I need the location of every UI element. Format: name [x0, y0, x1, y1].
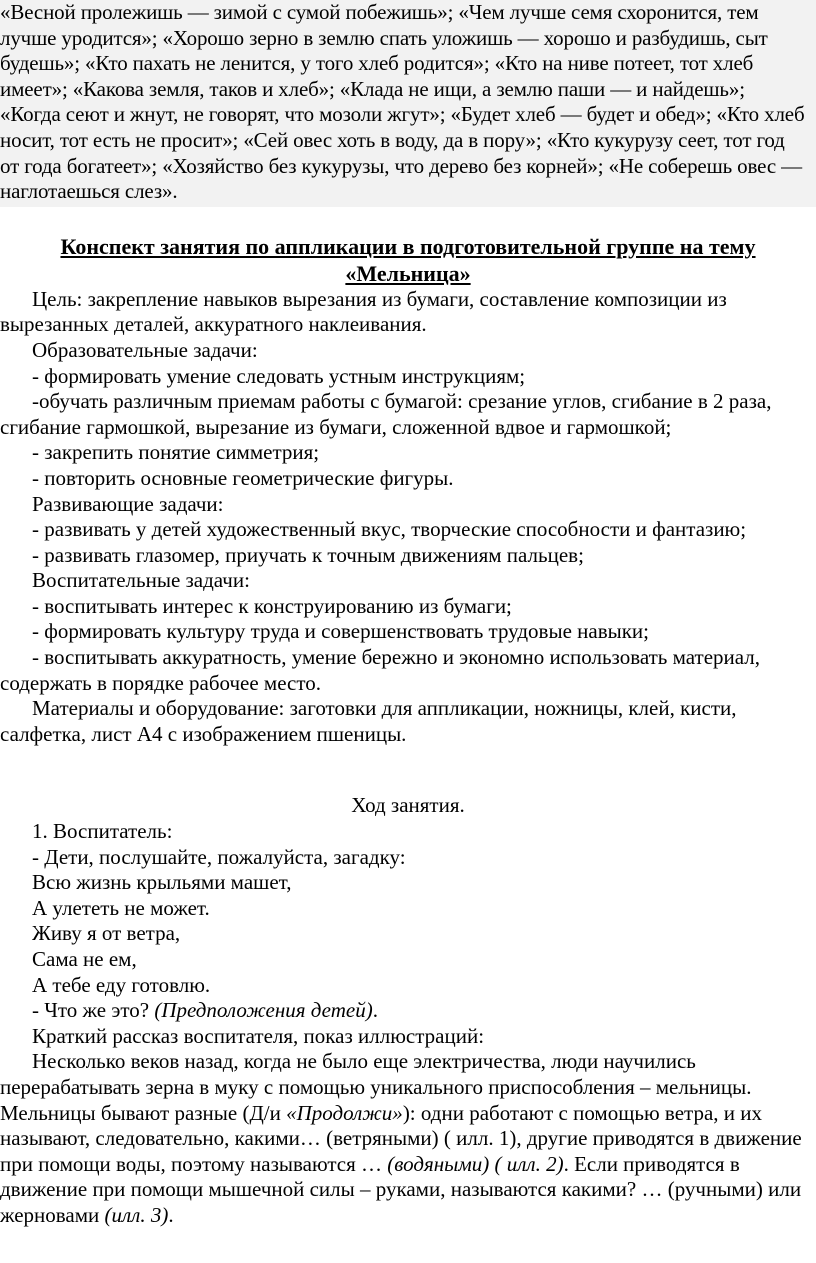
up-heading: Воспитательные задачи: [32, 568, 250, 593]
edu-item: - повторить основные геометрические фигуры. [32, 465, 454, 490]
story-text: . Если приводятся в движение при помощи мышечной силы – руками, называются какими? … (ручными) или жерновами [0, 1151, 802, 1227]
question-end: . [372, 998, 378, 1023]
dev-heading: Развивающие задачи: [32, 491, 224, 516]
dev-item: - развивать у детей художественный вкус, творческие способности и фантазию; [32, 517, 747, 542]
up-item: - воспитывать интерес к конструированию из бумаги; [32, 593, 512, 618]
course-heading: Ход занятия. [351, 793, 465, 818]
goal-text: Цель: закрепление навыков вырезания из бумаги, составление композиции из вырезанных деталей, аккуратного наклеивания. [0, 286, 727, 337]
story-paragraph [0, 1049, 816, 1228]
up-item: - воспитывать аккуратность, умение бережно и экономно использовать материал, содержать в порядке рабочее место. [0, 645, 761, 695]
question-text: - Что же это? [32, 998, 155, 1023]
story-emphasis: (водяными) ( илл. 2) [387, 1151, 564, 1176]
riddle-intro: - Дети, послушайте, пожалуйста, загадку: [32, 844, 406, 869]
up-item: - формировать культуру труда и совершенствовать трудовые навыки; [32, 619, 649, 644]
riddle-line: А тебе еду готовлю. [32, 972, 211, 997]
riddle-line: Всю жизнь крыльями машет, [32, 870, 292, 895]
edu-heading: Образовательные задачи: [32, 337, 258, 362]
story-heading: Краткий рассказ воспитателя, показ иллюстраций: [32, 1023, 485, 1048]
riddle-line: Живу я от ветра, [32, 921, 181, 946]
question-note: (Предположения детей) [154, 998, 373, 1023]
proverbs-block [0, 0, 816, 207]
spacer [0, 747, 816, 793]
proverbs-text: «Весной пролежишь — зимой с сумой побежишь»; «Чем лучше семя схоронится, тем лучше уродится»; «Хорошо зерно в землю спать уложишь — хорошо и разбудишь, сыт будешь»; «Кто пахать не ленится, у того хлеб родится»; «Кто на ниве потеет, тот хлеб имеет»; «Какова земля, таков и хлеб»; «Клада не ищи, а землю паши — и найдешь»; «Когда сеют и жнут, не говорят, что мозоли жгут»; «Будет хлеб — будет и обед»; «Кто хлеб носит, тот есть не просит»; «Сей овес хоть в воду, да в пору»; «Кто кукурузу сеет, тот год от года богатеет»; «Хозяйство без кукурузы, что дерево без корней»; «Не соберешь овес — наглотаешься слез». [0, 0, 805, 204]
story-text: Несколько веков назад, когда не было еще электричества, люди научились перерабатывать зерна в муку с помощью уникального приспособления – мельницы. Мельницы бывают разные (Д/и [0, 1049, 752, 1125]
story-emphasis: «Продолжи» [286, 1100, 403, 1125]
edu-item: -обучать различным приемам работы с бумагой: срезание углов, сгибание в 2 раза, сгибание гармошкой, вырезание из бумаги, сложенной вдвое и гармошкой; [0, 389, 772, 439]
question-line [0, 998, 816, 1024]
step-label: 1. Воспитатель: [32, 819, 173, 844]
riddle-line: А улететь не может. [32, 895, 210, 920]
edu-item: - формировать умение следовать устным инструкциям; [32, 363, 526, 388]
page-title: Конспект занятия по аппликации в подготовительной группе на тему «Мельница» [60, 233, 756, 286]
dev-item: - развивать глазомер, приучать к точным движениям пальцев; [32, 542, 584, 567]
riddle-line: Сама не ем, [32, 947, 137, 971]
edu-item: - закрепить понятие симметрия; [32, 440, 320, 465]
materials-text: Материалы и оборудование: заготовки для аппликации, ножницы, клей, кисти, салфетка, лист А4 с изображением пшеницы. [0, 696, 737, 746]
story-emphasis: (илл. 3) [104, 1202, 169, 1227]
story-text: . [168, 1202, 174, 1227]
story-text: ): одни работают с помощью ветра, и их называют, следовательно, какими… (ветряными) ( илл. 1), другие приводятся в движение при помощи воды, поэтому называются … [0, 1100, 802, 1176]
